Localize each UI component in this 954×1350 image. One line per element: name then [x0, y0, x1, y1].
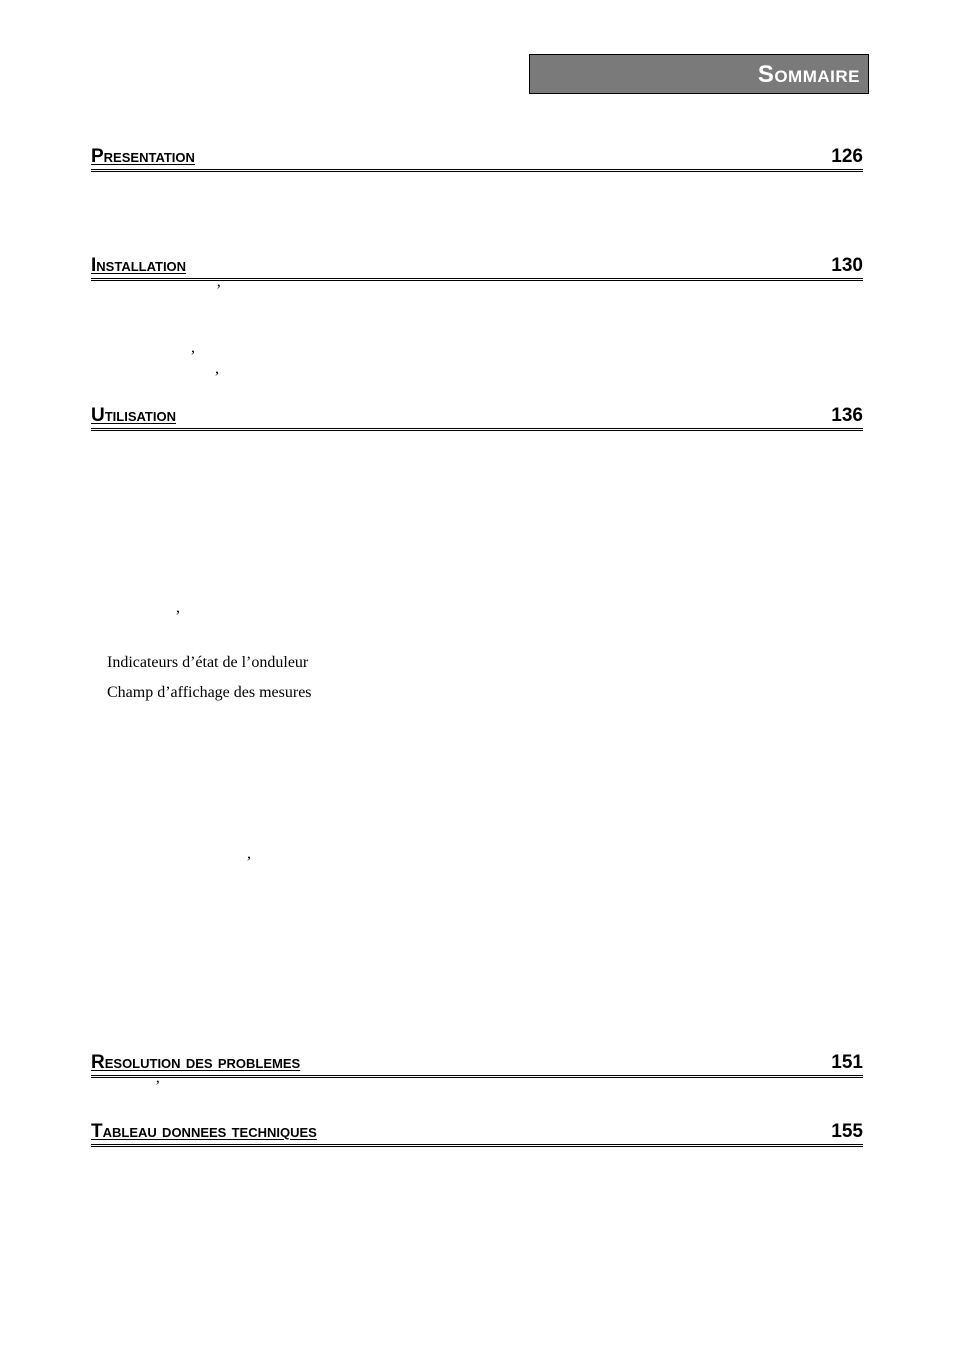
toc-entry-page: 136 — [831, 405, 863, 426]
comma-mark: , — [191, 339, 195, 356]
toc-entry-label: Presentation — [91, 146, 195, 167]
toc-entry-label: Installation — [91, 255, 187, 276]
toc-entry-page: 155 — [831, 1121, 863, 1142]
toc-entry-label: Tableau donnees techniques — [91, 1121, 317, 1142]
comma-mark: , — [176, 599, 180, 616]
toc-entry-page: 126 — [831, 146, 863, 167]
apostrophe-mark: ’ — [216, 282, 222, 299]
sub-entry-champ-affichage[interactable]: Champ d’affichage des mesures — [107, 684, 312, 701]
toc-entry-page: 151 — [831, 1052, 863, 1073]
page-title-box — [529, 54, 869, 94]
toc-entry-tableau[interactable] — [91, 1117, 863, 1147]
toc-entry-installation[interactable] — [91, 251, 863, 281]
toc-entry-page: 130 — [831, 255, 863, 276]
comma-mark: , — [215, 360, 219, 377]
toc-entry-resolution[interactable] — [91, 1048, 863, 1078]
toc-entry-presentation[interactable] — [91, 142, 863, 172]
page-title: Sommaire — [757, 61, 860, 88]
apostrophe-mark: ’ — [155, 1078, 161, 1095]
toc-entry-label: Utilisation — [91, 405, 176, 426]
sub-entry-indicateurs[interactable]: Indicateurs d’état de l’onduleur — [107, 654, 309, 671]
toc-entry-utilisation[interactable] — [91, 401, 863, 431]
comma-mark: , — [247, 845, 251, 862]
toc-entry-label: Resolution des problemes — [91, 1052, 301, 1073]
